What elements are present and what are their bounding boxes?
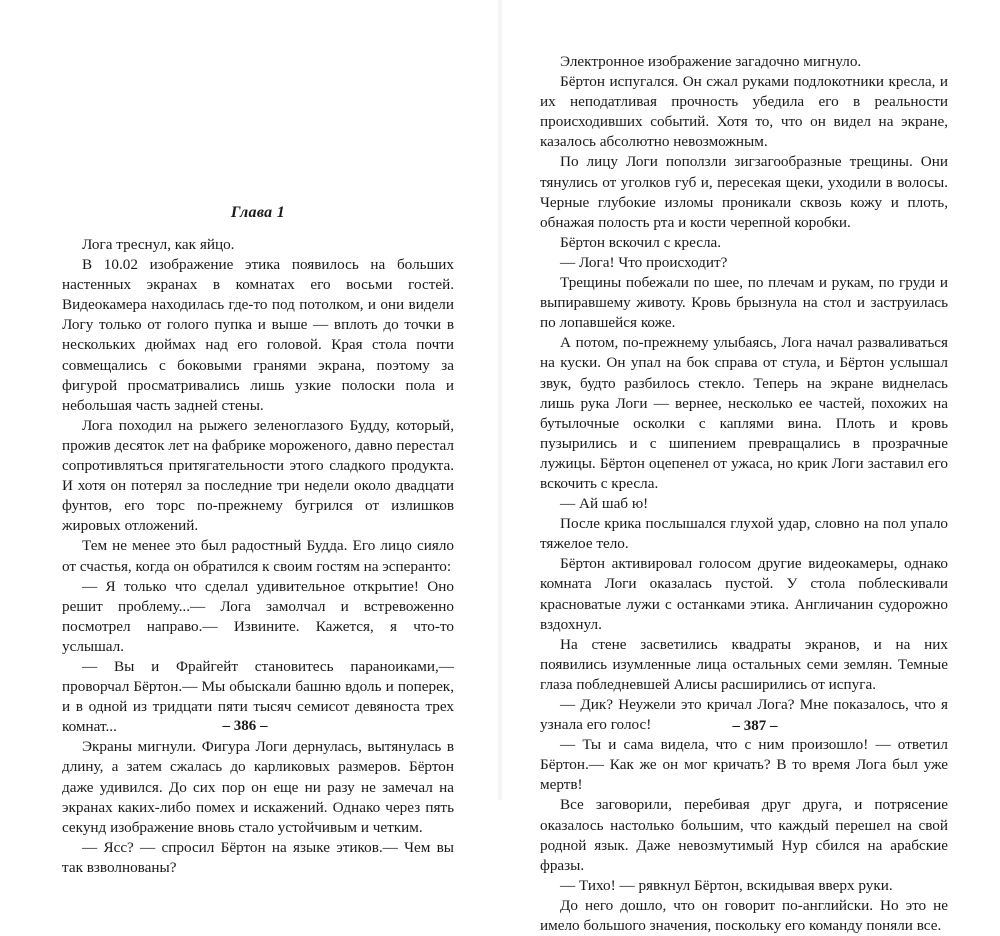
paragraph: — Лога! Что происходит? <box>560 253 728 271</box>
paragraph: Трещины побежали по шее, по плечам и рукам, по груди и выпиравшему животу. Кровь брызнула на стол и заструилась по лопавшейся коже. <box>540 274 948 332</box>
paragraph: Тем не менее это был радостный Будда. Его лицо сияло от счастья, когда он обратился к своим гостям на эсперанто: <box>62 537 454 575</box>
paragraph: Лога походил на рыжего зеленоглазого Будду, который, прожив десяток лет на фабрике мороженого, давно перестал сопротивляться притягательности этого сладкого продукта. И хотя он потерял за последние три недели около двадцати фунтов, его торс по-прежнему бугрился от излишков жировых отложений. <box>62 416 454 535</box>
left-page <box>0 0 500 876</box>
paragraph: Бёртон вскочил с кресла. <box>560 233 722 251</box>
paragraph: — Я только что сделал удивительное открытие! Оно решит проблему...— Лога замолчал и встревоженно посмотрел направо.— Извините. Кажется, я что-то услышал. <box>62 577 454 655</box>
left-text-column <box>62 235 454 878</box>
paragraph: Лога треснул, как яйцо. <box>82 236 235 253</box>
paragraph: — Ай шаб ю! <box>560 495 649 513</box>
paragraph: Бёртон испугался. Он сжал руками подлокотники кресла, и их неподатливая прочность убедила его в реальности происходивших событий. Хотя то, что он видел на экране, казалось абсолютно невозможным. <box>540 73 948 151</box>
paragraph: Экраны мигнули. Фигура Логи дернулась, вытянулась в длину, а затем сжалась до карликовых размеров. Бёртон даже удивился. До сих пор он еще ни разу не замечал на экранах каких-либо помех и искажений. Однако через пять секунд изображение вновь стало устойчивым и четким. <box>62 738 454 836</box>
paragraph: В 10.02 изображение этика появилось на больших настенных экранах в комнатах его восьми гостей. Видеокамера находилась где-то под потолком, и они видели Логу только от голого пупка и выше — вплоть до точки в нескольких дюймах над его головой. Края стола почти совмещались с боковыми гранями экрана, поэтому за фигурой просматривались лишь узкие полоски пола и небольшая часть задней стены. <box>62 256 454 414</box>
page-number-left: – 386 – <box>222 718 268 734</box>
paragraph: А потом, по-прежнему улыбаясь, Лога начал разваливаться на куски. Он упал на бок справа от стула, и Бёртон услышал звук, будто разбилось стекло. Теперь на экране виднелась лишь рука Логи — вернее, несколько ее частей, похожих на бутылочные осколки с каплями вина. Плоть и кровь пузырились и с шипением превращались в прозрачные лужицы. Бёртон оцепенел от ужаса, но крик Логи заставил его вскочить с кресла. <box>540 334 948 492</box>
paragraph: До него дошло, что он говорит по-английски. Но это не имело большого значения, поскольку его команду поняли все. <box>540 896 948 935</box>
chapter-title: Глава 1 <box>230 204 286 221</box>
paragraph: По лицу Логи поползли зигзагообразные трещины. Они тянулись от уголков губ и, пересекая щеки, уходили в волосы. Черные глубокие изломы проникали сквозь кожу и плоть, обнажая полость рта и кости черепной коробки. <box>540 153 948 231</box>
paragraph: — Вы и Фрайгейт становитесь параноиками,— проворчал Бёртон.— Мы обыскали башню вдоль и поперек, и в одной из тридцати пяти тысяч семисот девяноста трех комнат... <box>62 657 454 736</box>
paragraph: После крика послышался глухой удар, словно на пол упало тяжелое тело. <box>540 515 948 553</box>
paragraph: На стене засветились квадраты экранов, и на них появились изумленные лица остальных семи землян. Темные глаза побледневшей Алисы расширились от испуга. <box>540 635 948 693</box>
paragraph: — Тихо! — рявкнул Бёртон, вскидывая вверх руки. <box>560 876 893 894</box>
page-number-right: – 387 – <box>732 718 778 734</box>
paragraph: Бёртон активировал голосом другие видеокамеры, однако комната Логи оказалась пустой. У стола поблескивали красноватые лужи с останками этика. Англичанин судорожно вздохнул. <box>540 555 948 633</box>
paragraph: — Ясс? — спросил Бёртон на языке этиков.— Чем вы так взволнованы? <box>62 838 454 876</box>
paragraph: — Ты и сама видела, что с ним произошло! — ответил Бёртон.— Как же он мог кричать? В то время Лога был уже мертв! <box>540 736 948 794</box>
right-text-column <box>540 52 948 936</box>
paragraph: Все заговорили, перебивая друг друга, и потрясение оказалось настолько большим, что каждый перешел на свой родной язык. Даже невозмутимый Нур сбился на арабские фразы. <box>540 796 948 874</box>
paragraph: — Дик? Неужели это кричал Лога? Мне показалось, что я узнала его голос! <box>540 696 948 734</box>
right-page <box>500 0 1000 935</box>
paragraph: Электронное изображение загадочно мигнуло. <box>560 53 862 70</box>
